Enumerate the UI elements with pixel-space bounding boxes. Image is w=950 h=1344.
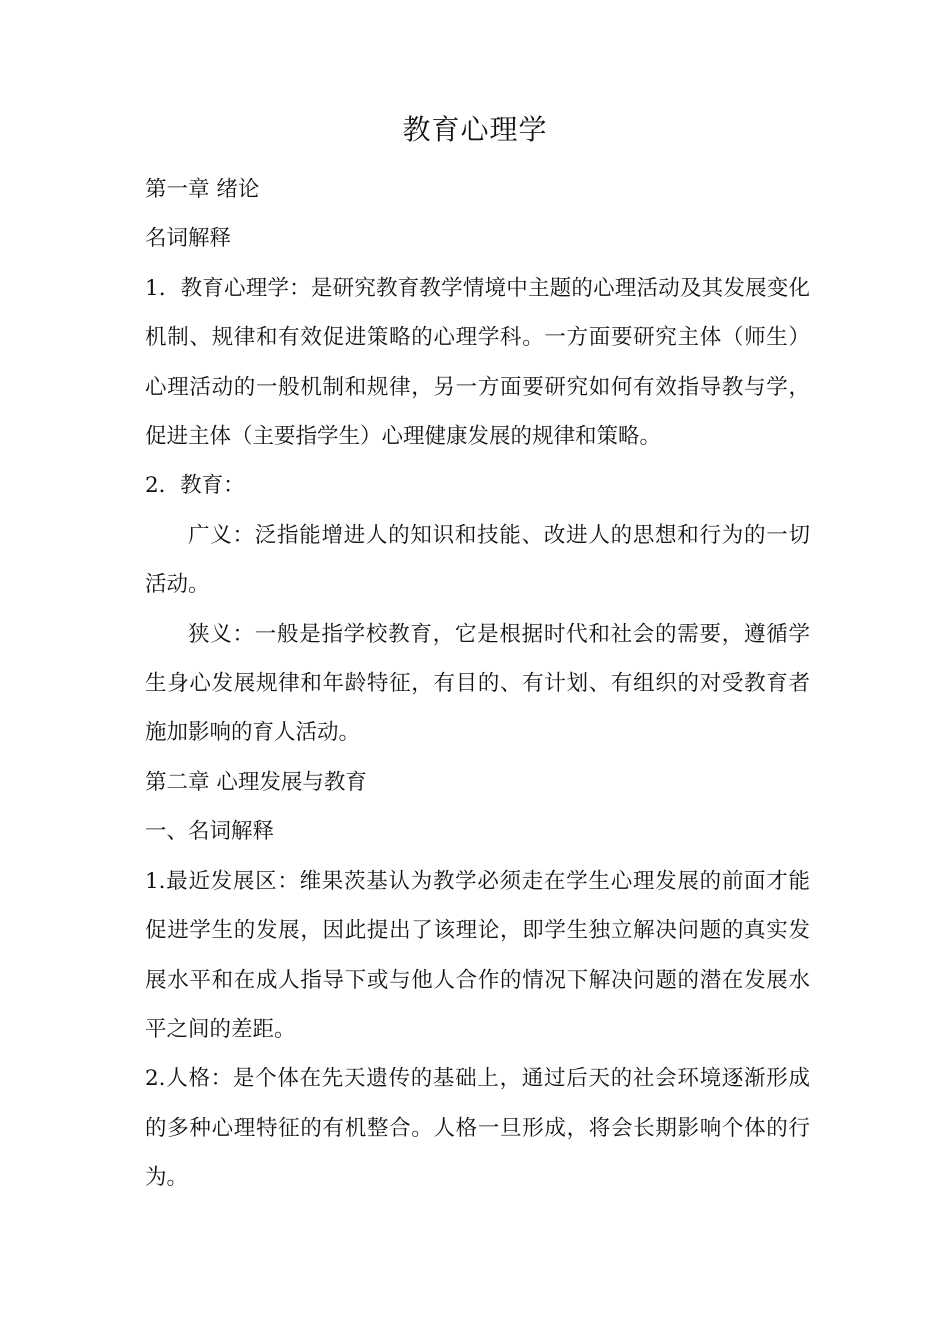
- chapter2-item1: 1.最近发展区：维果茨基认为教学必须走在学生心理发展的前面才能促进学生的发展，因此提出了该理论，即学生独立解决问题的真实发展水平和在成人指导下或与他人合作的情况下解决问题的潜在发展水平之间的差距。: [145, 868, 810, 1042]
- chapter2-subheading: 一、名词解释: [145, 819, 275, 845]
- chapter1-item2-broad: 广义：泛指能增进人的知识和技能、改进人的思想和行为的一切活动。: [145, 522, 810, 598]
- document-body: [145, 165, 810, 1203]
- chapter1-subheading: 名词解释: [145, 226, 232, 252]
- chapter2-heading: 第二章 心理发展与教育: [145, 769, 367, 795]
- chapter2-item2: 2.人格：是个体在先天遗传的基础上，通过后天的社会环境逐渐形成的多种心理特征的有机整合。人格一旦形成，将会长期影响个体的行为。: [145, 1066, 810, 1191]
- chapter1-item2-narrow: 狭义：一般是指学校教育，它是根据时代和社会的需要，遵循学生身心发展规律和年龄特征，有目的、有计划、有组织的对受教育者施加影响的育人活动。: [145, 621, 810, 746]
- chapter1-item1: 1．教育心理学：是研究教育教学情境中主题的心理活动及其发展变化机制、规律和有效促进策略的心理学科。一方面要研究主体（师生）心理活动的一般机制和规律，另一方面要研究如何有效指导教与学，促进主体（主要指学生）心理健康发展的规律和策略。: [145, 275, 810, 450]
- chapter1-heading: 第一章 绪论: [145, 177, 260, 202]
- document-title: 教育心理学: [402, 113, 548, 146]
- chapter1-item2-label: 2．教育：: [145, 473, 245, 499]
